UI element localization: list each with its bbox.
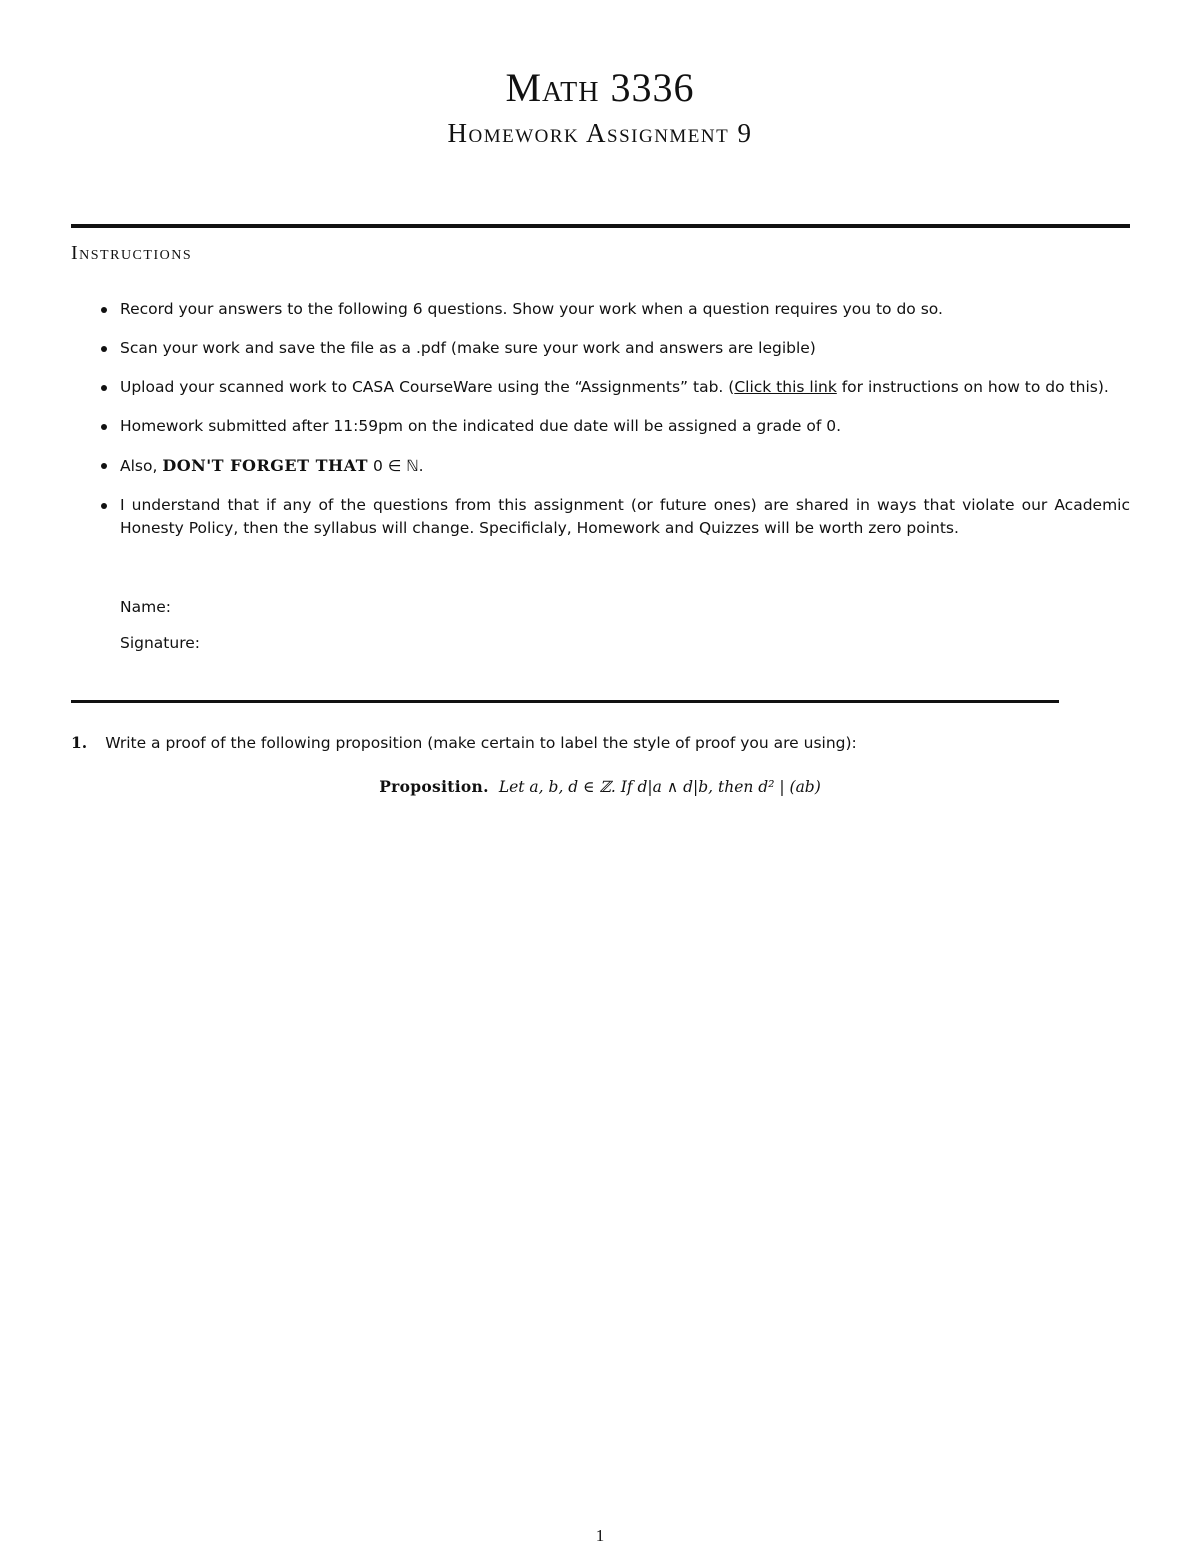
instruction-item (120, 298, 1130, 321)
instruction-text: Upload your scanned work to CASA CourseWare using the “Assignments” tab. ( (120, 378, 735, 396)
instruction-item (120, 337, 1130, 360)
proposition-text: Let a, b, d ∈ ℤ. If d|a ∧ d|b, then d² | (ab) (498, 778, 821, 796)
bullet-icon (101, 307, 107, 313)
instructions-heading: Instructions (71, 242, 193, 264)
bullet-icon (101, 385, 107, 391)
page-number: 1 (595, 1526, 605, 1545)
instruction-text: Record your answers to the following 6 questions. Show your work when a question requires you to do so. (120, 300, 943, 318)
name-label: Name: (120, 598, 171, 616)
bullet-icon (101, 463, 107, 469)
instruction-text: Scan your work and save the file as a .pdf (make sure your work and answers are legible) (120, 339, 816, 357)
instructions-list (120, 298, 1130, 556)
instruction-text: for instructions on how to do this). (836, 378, 1109, 396)
instruction-item (120, 376, 1130, 399)
instruction-text: 0 ∈ ℕ. (368, 457, 424, 475)
question-1 (71, 731, 857, 755)
question-text: Write a proof of the following proposition (make certain to label the style of proof you are using): (105, 734, 857, 752)
course-title: Math 3336 (505, 65, 695, 110)
instruction-text: Homework submitted after 11:59pm on the indicated due date will be assigned a grade of 0. (120, 417, 842, 435)
signature-label: Signature: (120, 634, 200, 652)
instruction-item (120, 454, 1130, 478)
emphasis-text: DON'T FORGET THAT (162, 456, 369, 475)
title-block (0, 62, 1200, 150)
bullet-icon (101, 503, 107, 509)
proposition (0, 775, 1200, 799)
assignment-title: Homework Assignment 9 (447, 118, 753, 148)
proposition-label: Proposition. (379, 777, 489, 796)
instruction-item (120, 494, 1130, 540)
top-divider (71, 224, 1130, 228)
section-divider (71, 700, 1059, 703)
bullet-icon (101, 424, 107, 430)
instruction-item (120, 415, 1130, 438)
student-fields (120, 596, 200, 668)
question-number: 1. (71, 733, 88, 752)
instruction-text: Also, (120, 457, 163, 475)
instructions-link[interactable]: Click this link (734, 378, 837, 396)
bullet-icon (101, 346, 107, 352)
instruction-text: I understand that if any of the questions from this assignment (or future ones) are shared in ways that violate our Academic Honesty Policy, then the syllabus will change. Specificlaly, Homework and Quizzes will be worth zero points. (120, 496, 1130, 537)
